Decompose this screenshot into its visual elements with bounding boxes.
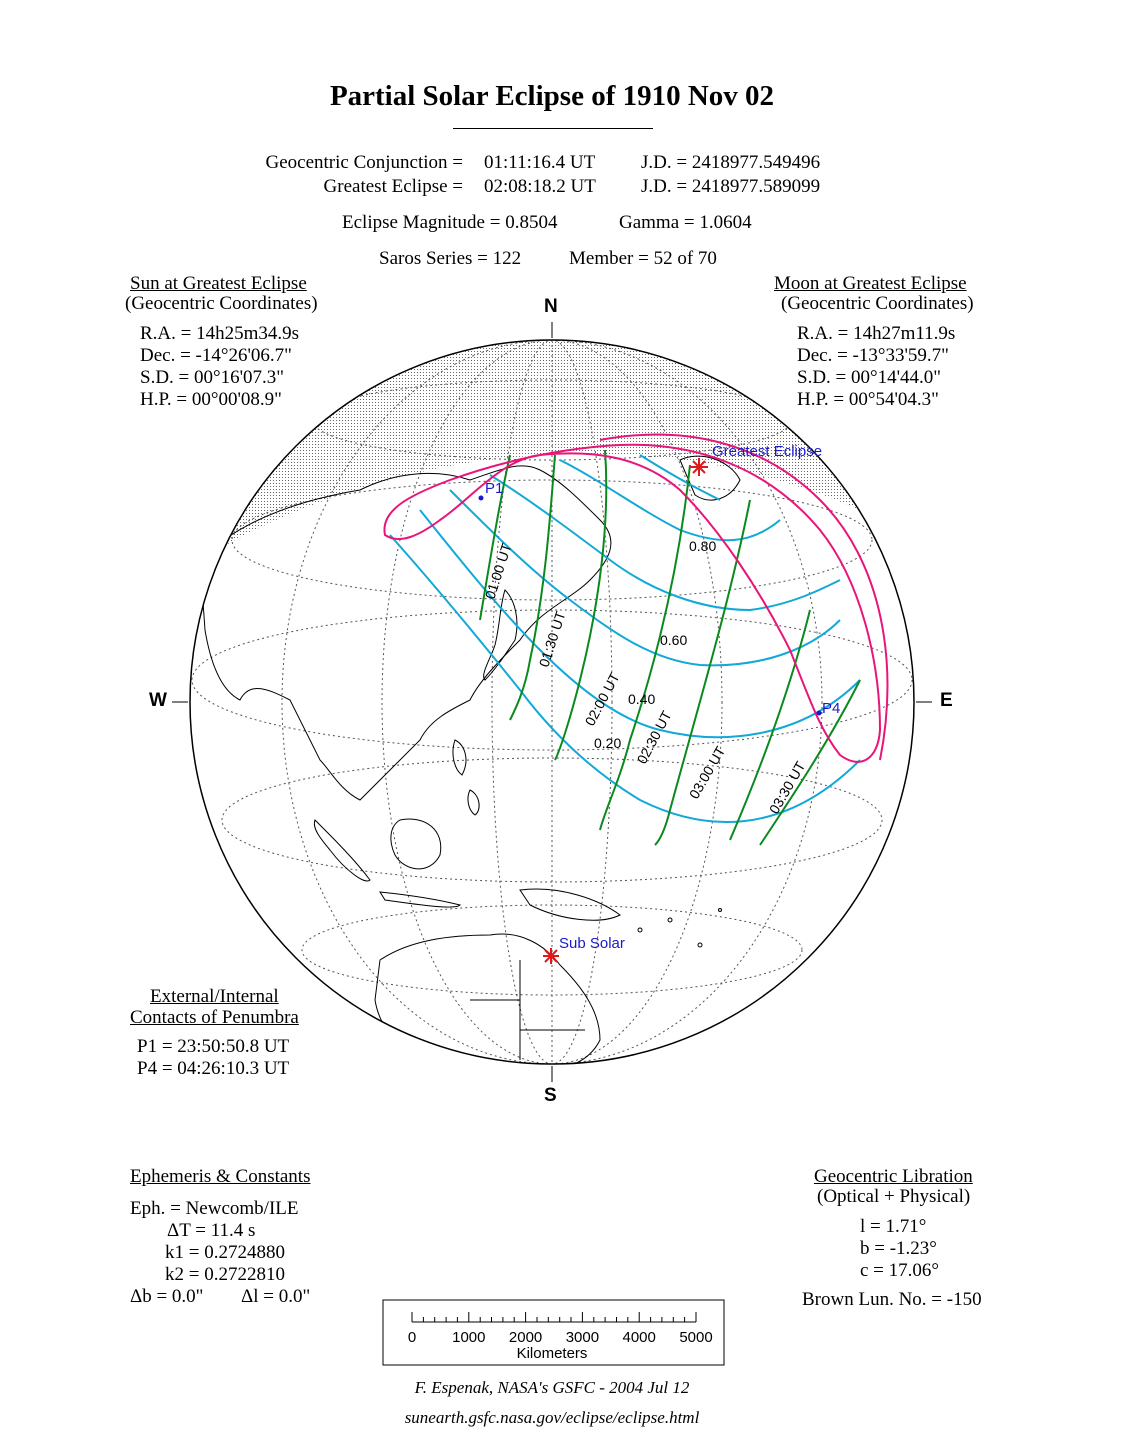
ephemeris-eph: Eph. = Newcomb/ILE bbox=[130, 1198, 299, 1219]
scale-tick-2000: 2000 bbox=[508, 1329, 543, 1346]
libration-c: c = 17.06° bbox=[860, 1260, 939, 1281]
scale-bar-ruler bbox=[412, 1312, 696, 1322]
time-label-0200: 02:00 UT bbox=[581, 670, 623, 729]
eclipse-gamma: Gamma = 1.0604 bbox=[619, 212, 752, 233]
greatest-eclipse-label: Greatest Eclipse bbox=[712, 443, 823, 460]
scale-unit: Kilometers bbox=[516, 1345, 588, 1362]
page-title: Partial Solar Eclipse of 1910 Nov 02 bbox=[329, 80, 775, 112]
magnitude-label-060: 0.60 bbox=[660, 632, 688, 648]
ephemeris-delta-l: Δl = 0.0" bbox=[241, 1286, 311, 1307]
scale-tick-3000: 3000 bbox=[565, 1329, 600, 1346]
time-label-0300: 03:00 UT bbox=[685, 743, 729, 802]
compass-east: E bbox=[940, 690, 953, 711]
contacts-heading-1: External/Internal bbox=[150, 986, 279, 1007]
compass-south: S bbox=[544, 1085, 557, 1106]
sun-subheading: (Geocentric Coordinates) bbox=[125, 293, 318, 314]
conjunction-label: Geocentric Conjunction = bbox=[265, 152, 463, 173]
ephemeris-k2: k2 = 0.2722810 bbox=[165, 1264, 285, 1285]
sub-solar-label: Sub Solar bbox=[559, 935, 625, 952]
sub-solar-marker bbox=[543, 948, 559, 964]
conjunction-jd: J.D. = 2418977.549496 bbox=[641, 152, 821, 173]
moon-dec: Dec. = -13°33'59.7" bbox=[797, 345, 949, 366]
credit-url: sunearth.gsfc.nasa.gov/eclipse/eclipse.html bbox=[404, 1408, 700, 1427]
scale-tick-4000: 4000 bbox=[622, 1329, 656, 1346]
time-label-0330: 03:30 UT bbox=[765, 758, 809, 817]
credit-author: F. Espenak, NASA's GSFC - 2004 Jul 12 bbox=[414, 1378, 690, 1397]
ephemeris-delta-b: Δb = 0.0" bbox=[130, 1286, 204, 1307]
time-label-0230: 02:30 UT bbox=[633, 708, 675, 767]
eclipse-magnitude: Eclipse Magnitude = 0.8504 bbox=[342, 212, 558, 233]
contact-p1: P1 = 23:50:50.8 UT bbox=[137, 1036, 290, 1057]
brown-lunation-number: Brown Lun. No. = -150 bbox=[802, 1289, 982, 1310]
sun-hp: H.P. = 00°00'08.9" bbox=[140, 389, 282, 410]
scale-tick-5000: 5000 bbox=[679, 1329, 713, 1346]
moon-sd: S.D. = 00°14'44.0" bbox=[797, 367, 942, 388]
contacts-heading-2: Contacts of Penumbra bbox=[130, 1007, 299, 1028]
night-shading bbox=[150, 300, 960, 590]
compass-west: W bbox=[149, 690, 167, 711]
saros-series: Saros Series = 122 bbox=[379, 248, 522, 269]
libration-subheading: (Optical + Physical) bbox=[817, 1186, 971, 1207]
scale-tick-0: 0 bbox=[407, 1329, 417, 1346]
conjunction-time: 01:11:16.4 UT bbox=[484, 152, 596, 173]
greatest-eclipse-label: Greatest Eclipse = bbox=[323, 176, 463, 197]
sun-ra: R.A. = 14h25m34.9s bbox=[140, 323, 300, 344]
scale-tick-1000: 1000 bbox=[452, 1329, 486, 1346]
time-label-0100: 01:00 UT bbox=[481, 541, 515, 601]
compass-north: N bbox=[544, 296, 558, 317]
p4-label: P4 bbox=[822, 700, 841, 717]
ephemeris-delta-t: ΔT = 11.4 s bbox=[167, 1220, 256, 1241]
saros-member: Member = 52 of 70 bbox=[569, 248, 717, 269]
greatest-eclipse-jd: J.D. = 2418977.589099 bbox=[641, 176, 821, 197]
sun-dec: Dec. = -14°26'06.7" bbox=[140, 345, 292, 366]
libration-l: l = 1.71° bbox=[860, 1216, 927, 1237]
sun-sd: S.D. = 00°16'07.3" bbox=[140, 367, 285, 388]
greatest-eclipse-time: 02:08:18.2 UT bbox=[484, 176, 596, 197]
magnitude-label-040: 0.40 bbox=[628, 691, 656, 707]
moon-subheading: (Geocentric Coordinates) bbox=[781, 293, 974, 314]
libration-b: b = -1.23° bbox=[860, 1238, 937, 1259]
moon-ra: R.A. = 14h27m11.9s bbox=[797, 323, 956, 344]
p1-point bbox=[479, 496, 484, 501]
coastlines bbox=[200, 456, 740, 1070]
ephemeris-k1: k1 = 0.2724880 bbox=[165, 1242, 285, 1263]
p4-point bbox=[817, 711, 822, 716]
moon-heading: Moon at Greatest Eclipse bbox=[774, 273, 967, 294]
moon-hp: H.P. = 00°54'04.3" bbox=[797, 389, 939, 410]
sun-heading: Sun at Greatest Eclipse bbox=[130, 273, 307, 294]
magnitude-label-020: 0.20 bbox=[594, 735, 622, 751]
time-label-0130: 01:30 UT bbox=[535, 609, 569, 669]
magnitude-label-080: 0.80 bbox=[689, 538, 717, 554]
ephemeris-heading: Ephemeris & Constants bbox=[130, 1166, 311, 1187]
contact-p4: P4 = 04:26:10.3 UT bbox=[137, 1058, 290, 1079]
libration-heading: Geocentric Libration bbox=[814, 1166, 973, 1187]
p1-label: P1 bbox=[485, 480, 504, 497]
